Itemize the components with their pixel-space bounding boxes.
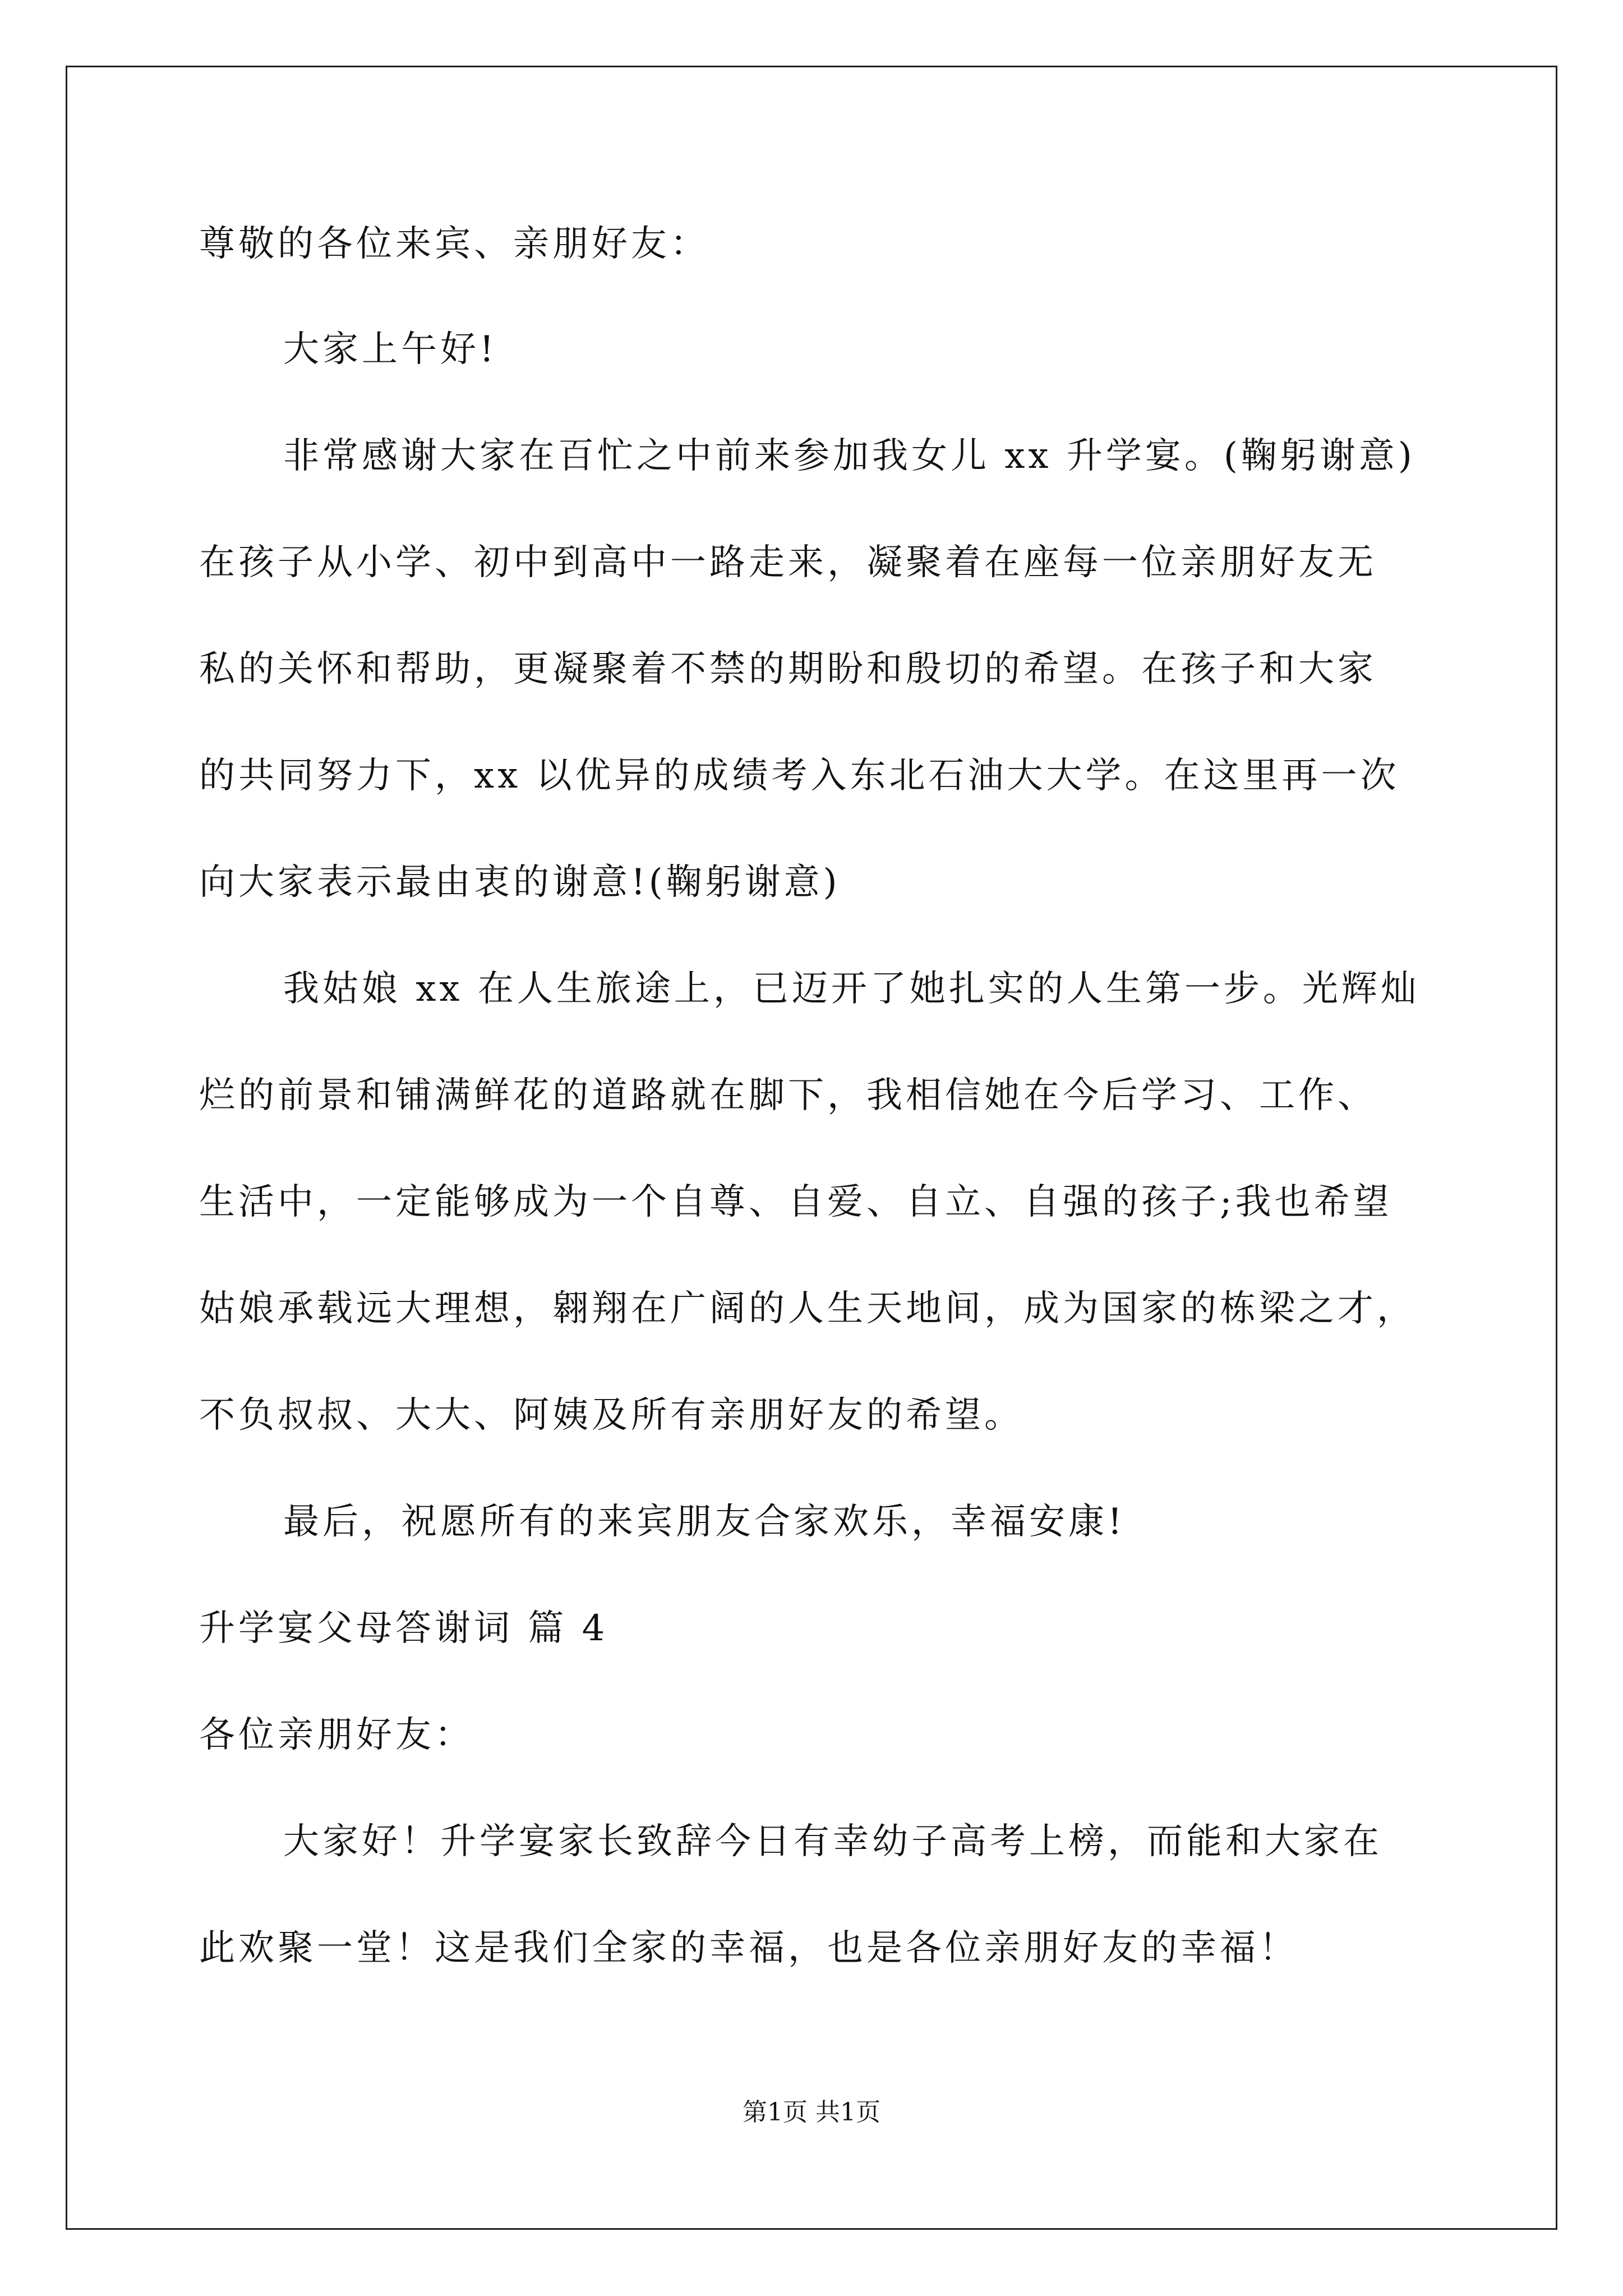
paragraph-line: 的共同努力下，xx 以优异的成绩考入东北石油大大学。在这里再一次 <box>199 755 1400 797</box>
page-border <box>66 66 1557 2230</box>
paragraph-line: 生活中，一定能够成为一个自尊、自爱、自立、自强的孩子;我也希望 <box>199 1181 1393 1223</box>
greeting-line: 大家上午好! <box>283 329 497 370</box>
paragraph-line: 烂的前景和铺满鲜花的道路就在脚下，我相信她在今后学习、工作、 <box>199 1075 1377 1116</box>
section-heading: 升学宴父母答谢词 篇 4 <box>199 1608 608 1649</box>
page-footer: 第1页 共1页 <box>743 2098 880 2127</box>
paragraph-line: 在孩子从小学、初中到高中一路走来，凝聚着在座每一位亲朋好友无 <box>199 542 1377 583</box>
paragraph-line: 私的关怀和帮助，更凝聚着不禁的期盼和殷切的希望。在孩子和大家 <box>199 648 1377 690</box>
paragraph-line: 我姑娘 xx 在人生旅途上，已迈开了她扎实的人生第一步。光辉灿 <box>283 968 1420 1010</box>
closing-line: 最后，祝愿所有的来宾朋友合家欢乐，幸福安康! <box>283 1501 1126 1543</box>
paragraph-line: 不负叔叔、大大、阿姨及所有亲朋好友的希望。 <box>199 1395 1023 1436</box>
salutation-line: 各位亲朋好友： <box>199 1714 474 1756</box>
paragraph-line: 向大家表示最由衷的谢意!(鞠躬谢意) <box>199 862 841 903</box>
paragraph-line: 非常感谢大家在百忙之中前来参加我女儿 xx 升学宴。(鞠躬谢意) <box>283 435 1415 477</box>
salutation-line: 尊敬的各位来宾、亲朋好友： <box>199 223 709 265</box>
paragraph-line: 大家好！升学宴家长致辞今日有幸幼子高考上榜，而能和大家在 <box>283 1821 1382 1862</box>
paragraph-line: 此欢聚一堂！这是我们全家的幸福，也是各位亲朋好友的幸福！ <box>199 1927 1298 1969</box>
paragraph-line: 姑娘承载远大理想，翱翔在广阔的人生天地间，成为国家的栋梁之才， <box>199 1288 1416 1329</box>
